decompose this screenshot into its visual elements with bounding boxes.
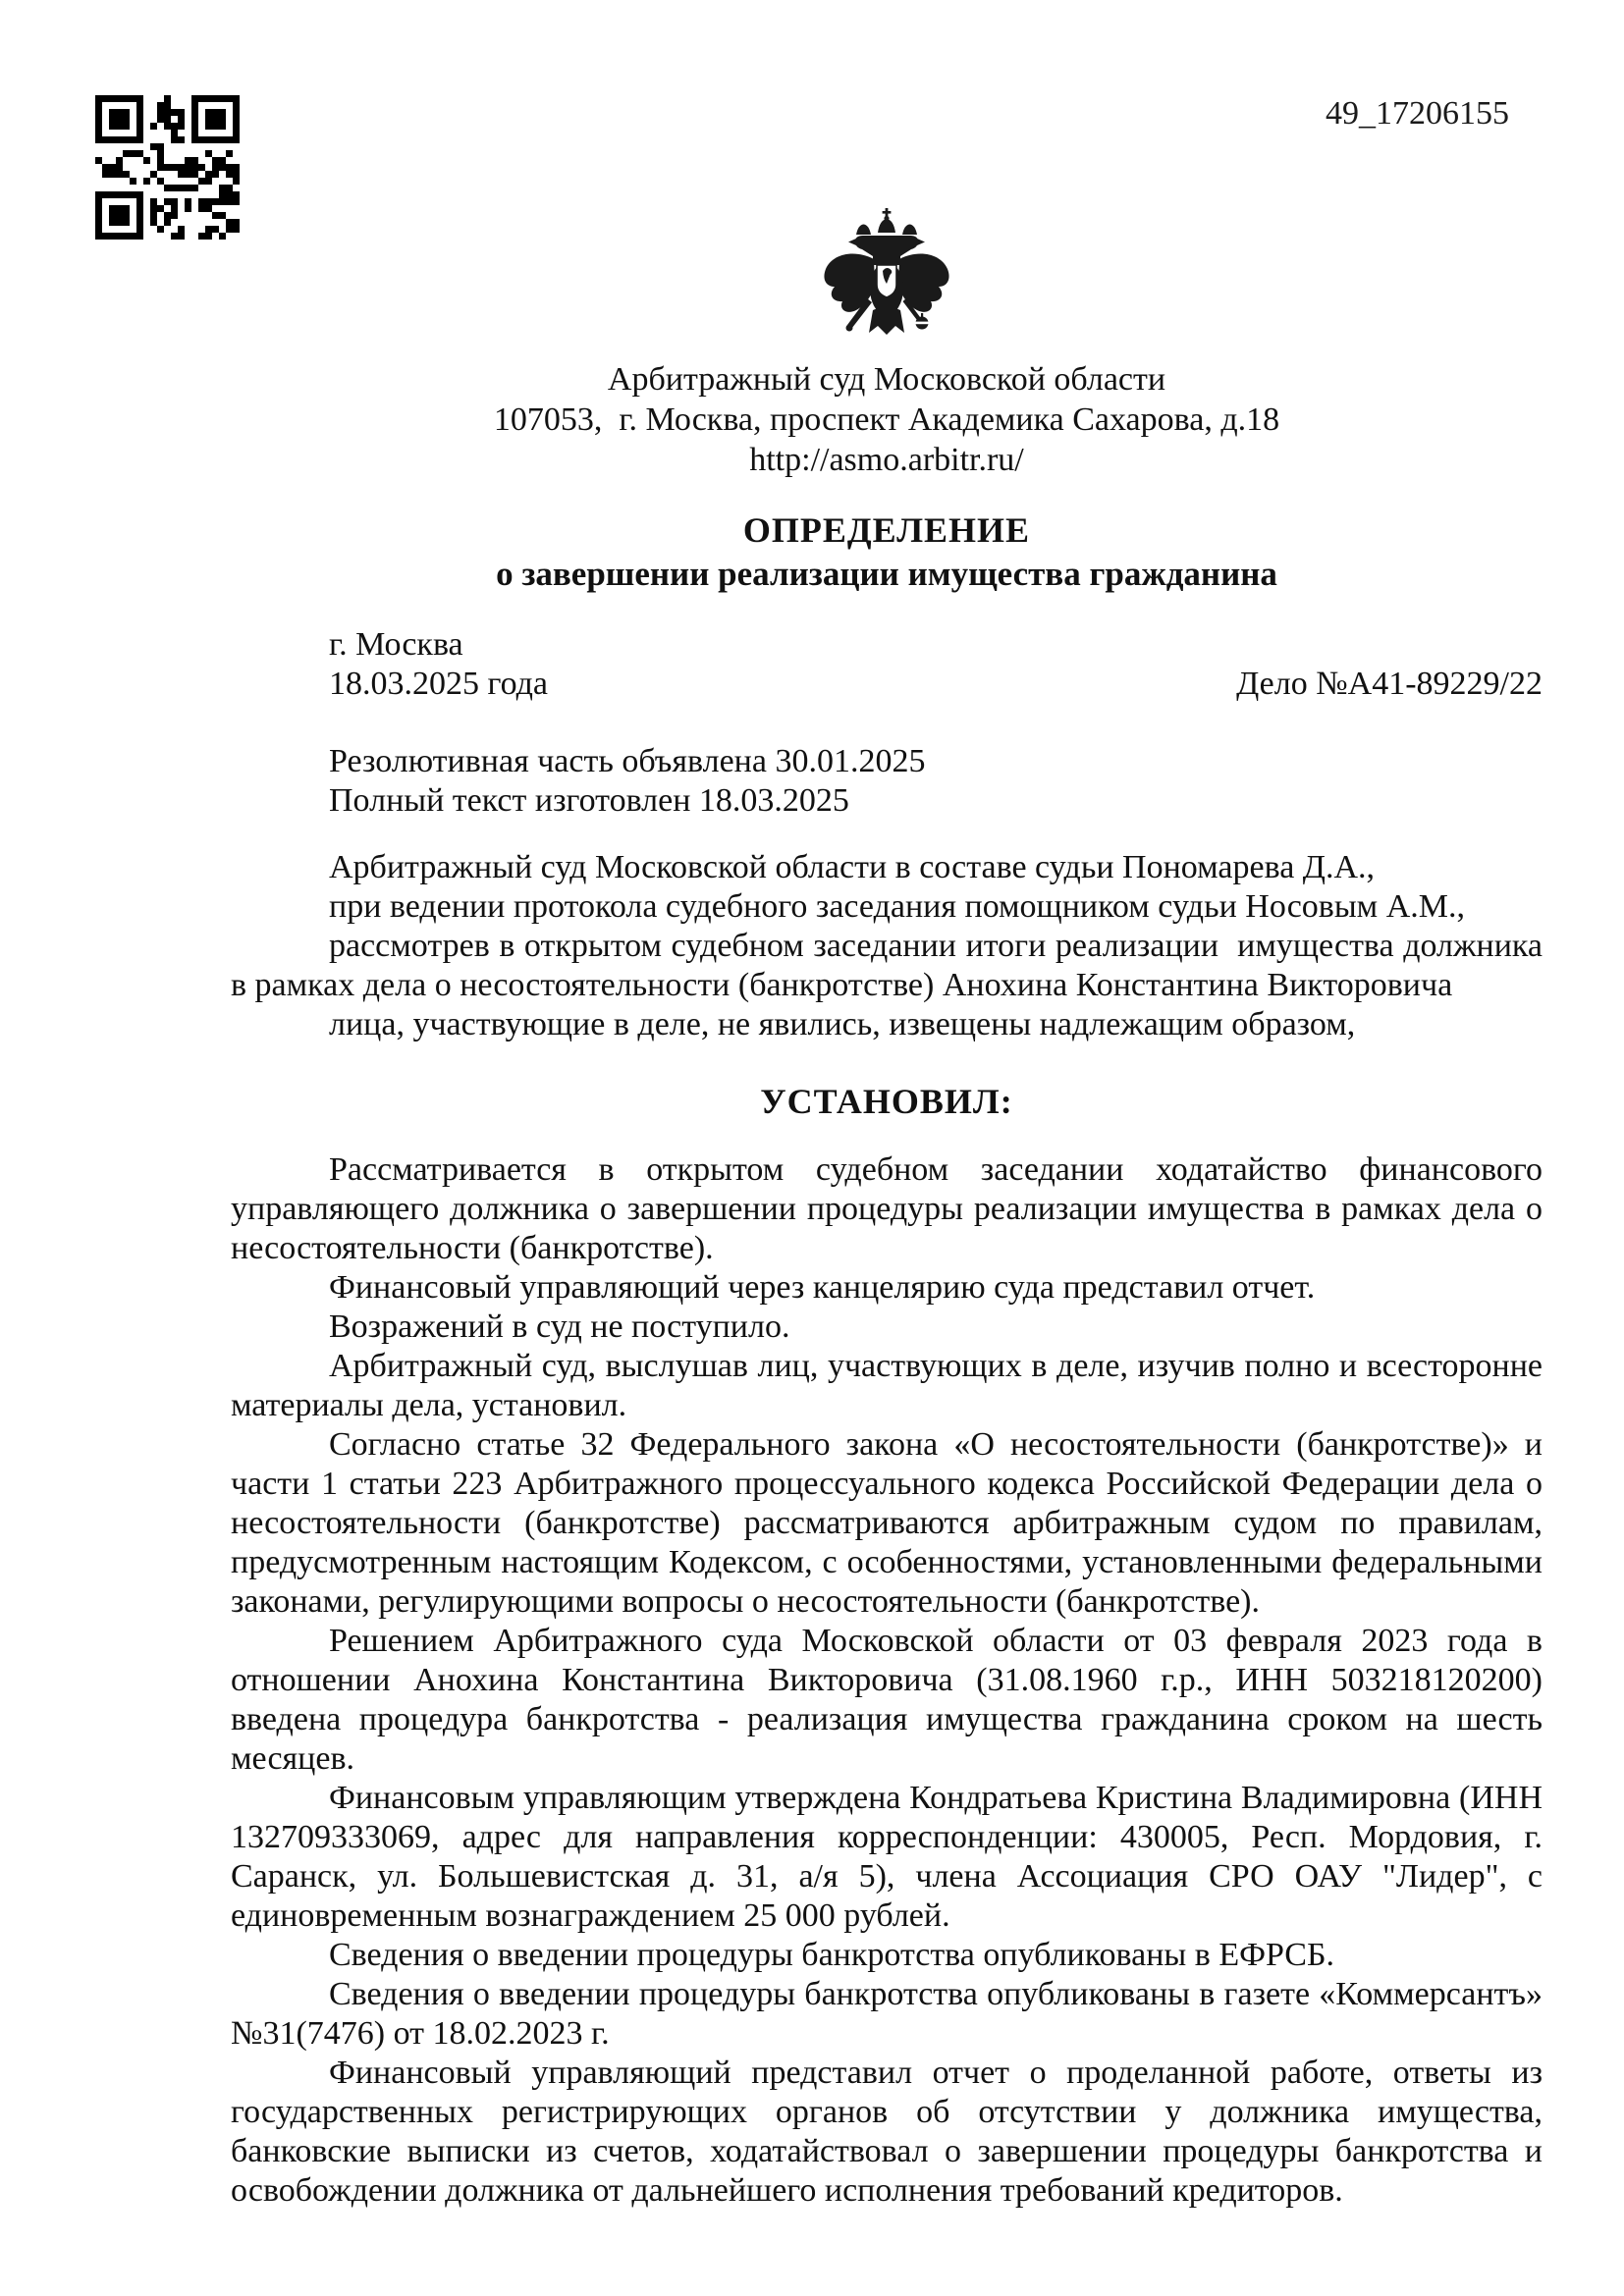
body-paragraph: Финансовым управляющим утверждена Кондратьева Кристина Владимировна (ИНН 132709333069, адрес для направления корреспонденции: 430005, Респ. Мордовия, г. Саранск, ул. Большевистская д. 31, а/я 5), члена Ассоциация СРО ОАУ "Лидер", с единовременным вознаграждением 25 000 рублей. xyxy=(231,1780,1543,1934)
intro-line: рассмотрев в открытом судебном заседании итоги реализации имущества должника в рамках дела о несостоятельности (банкротстве) Анохина Константина Викторовича xyxy=(231,928,1543,1003)
body-paragraph: Финансовый управляющий через канцелярию суда представил отчет. xyxy=(329,1269,1316,1306)
court-header xyxy=(231,359,1543,480)
title-block xyxy=(231,507,1543,596)
court-website-url: http://asmo.arbitr.ru/ xyxy=(749,442,1024,478)
qr-code-icon xyxy=(95,95,240,240)
body-paragraph: Согласно статье 32 Федерального закона «О несостоятельности (банкротстве)» и части 1 статьи 223 Арбитражного процессуального кодекса Российской Федерации дела о несостоятельности (банкротстве) рассматриваются арбитражным судом по правилам, предусмотренным настоящим Кодексом, с особенностями, установленными федеральными законами, регулирующими вопросы о несостоятельности (банкротстве). xyxy=(231,1426,1543,1620)
document-content xyxy=(231,0,1543,2211)
document-subtitle: о завершении реализации имущества гражданина xyxy=(496,555,1277,593)
resolution-dates-block xyxy=(231,742,1543,821)
decision-date: 18.03.2025 года xyxy=(329,666,549,702)
resolution-announced-line: Резолютивная часть объявлена 30.01.2025 xyxy=(329,743,926,779)
body-paragraph: Финансовый управляющий представил отчет о проделанной работе, ответы из государственных регистрирующих органов об отсутствии у должника имущества, банковские выписки из счетов, ходатайствовал о завершении процедуры банкротства и освобождении должника от дальнейшего исполнения требований кредиторов. xyxy=(231,2055,1543,2209)
full-text-prepared-line: Полный текст изготовлен 18.03.2025 xyxy=(329,782,849,819)
city-label: г. Москва xyxy=(329,626,463,663)
russian-coat-of-arms-icon xyxy=(818,208,955,355)
intro-line: лица, участвующие в деле, не явились, извещены надлежащим образом, xyxy=(329,1006,1356,1042)
body-paragraph: Решением Арбитражного суда Московской области от 03 февраля 2023 года в отношении Анохина Константина Викторовича (31.08.1960 г.р., ИНН 503218120200) введена процедура банкротства - реализация имущества гражданина сроком на шесть месяцев. xyxy=(231,1623,1543,1777)
case-intro-block xyxy=(231,848,1543,1044)
court-name: Арбитражный суд Московской области xyxy=(607,361,1166,398)
document-title: ОПРЕДЕЛЕНИЕ xyxy=(742,510,1031,550)
case-number: Дело №А41-89229/22 xyxy=(1236,666,1543,702)
established-heading: УСТАНОВИЛ: xyxy=(760,1082,1013,1121)
established-body xyxy=(231,1150,1543,2211)
court-address: 107053, г. Москва, проспект Академика Сахарова, д.18 xyxy=(493,401,1280,438)
date-row xyxy=(231,665,1543,704)
body-paragraph: Возражений в суд не поступило. xyxy=(329,1308,790,1345)
body-paragraph: Сведения о введении процедуры банкротства опубликованы в ЕФРСБ. xyxy=(329,1937,1334,1973)
intro-line: при ведении протокола судебного заседания помощником судьи Носовым А.М., xyxy=(329,888,1465,925)
body-paragraph: Рассматривается в открытом судебном заседании ходатайство финансового управляющего должника о завершении процедуры реализации имущества в рамках дела о несостоятельности (банкротстве). xyxy=(231,1151,1543,1266)
case-info-block xyxy=(231,625,1543,704)
body-paragraph: Арбитражный суд, выслушав лиц, участвующих в деле, изучив полно и всесторонне материалы дела, установил. xyxy=(231,1348,1543,1423)
document-number: 49_17206155 xyxy=(1326,95,1509,132)
intro-line: Арбитражный суд Московской области в составе судьи Пономарева Д.А., xyxy=(329,849,1376,885)
body-paragraph: Сведения о введении процедуры банкротства опубликованы в газете «Коммерсантъ» №31(7476) от 18.02.2023 г. xyxy=(231,1976,1543,2052)
